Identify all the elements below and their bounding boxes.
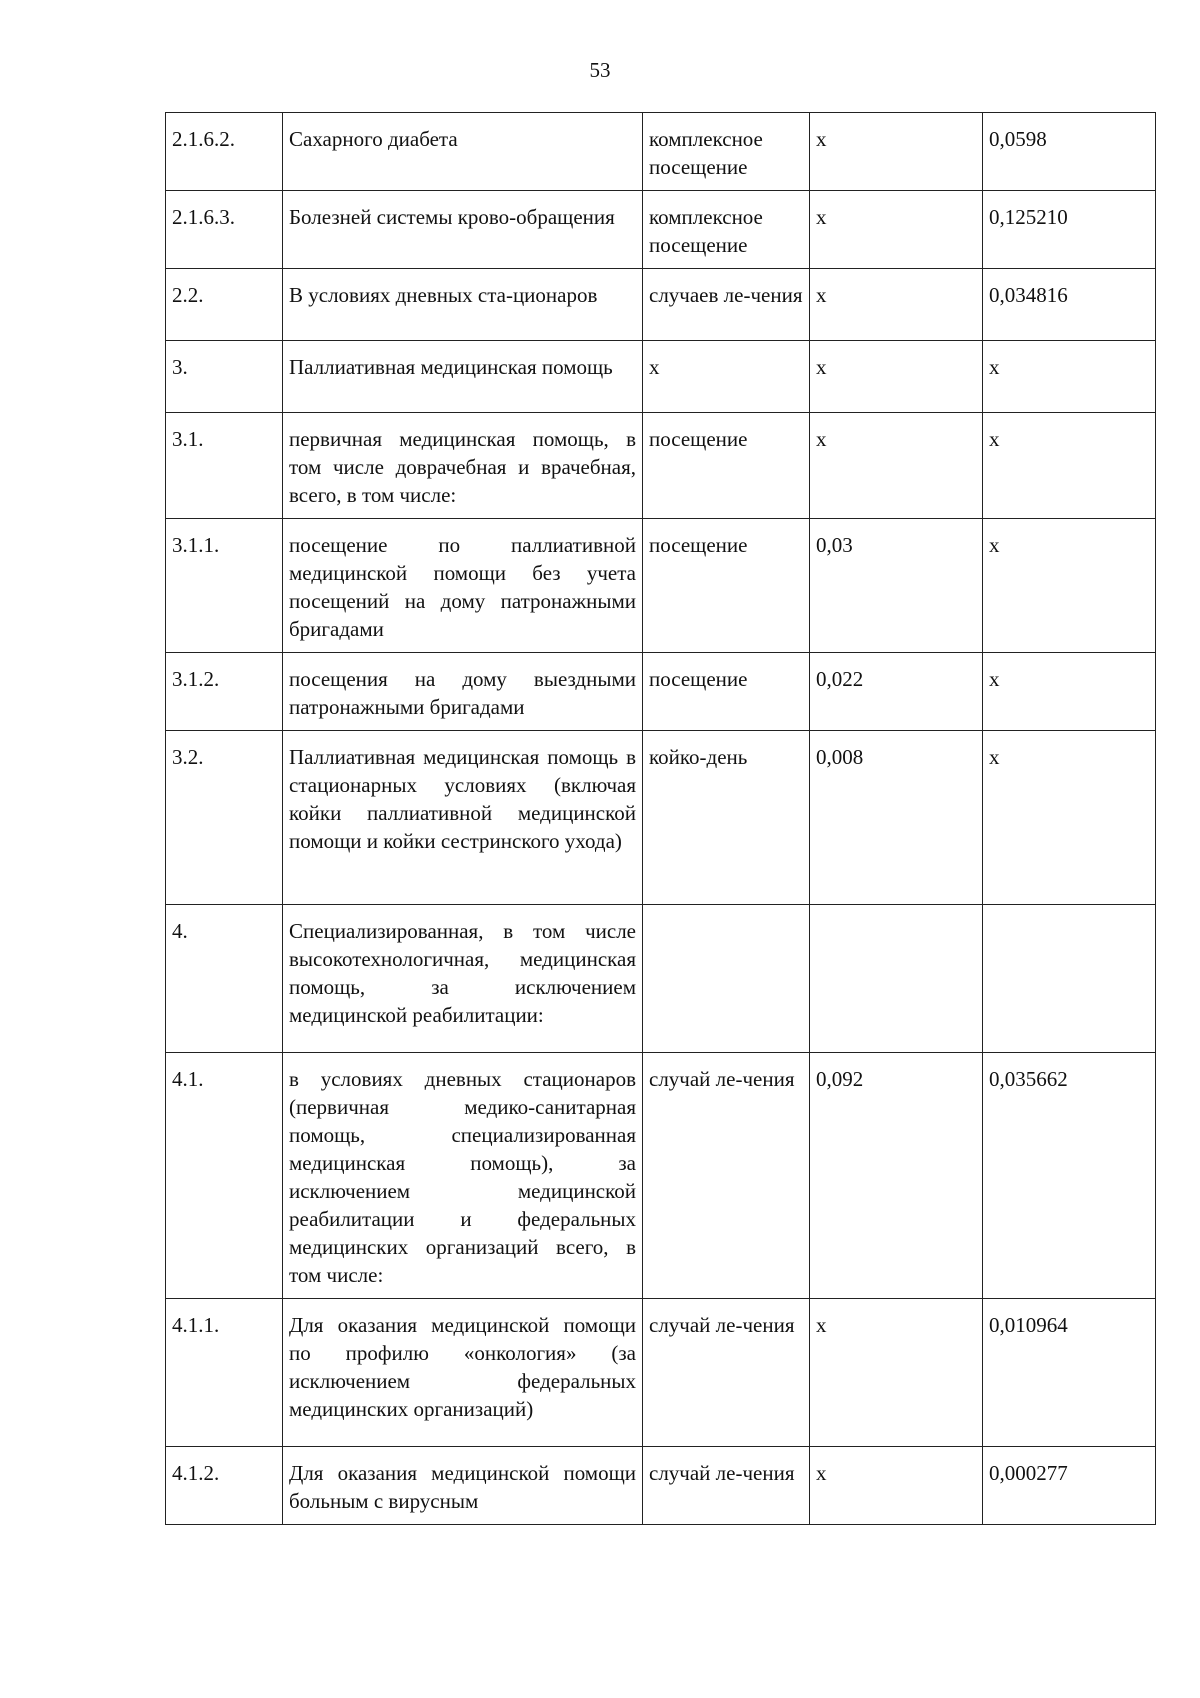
row-number-cell: 3.1.1.	[166, 519, 283, 653]
row-value-2-cell: х	[983, 519, 1156, 653]
row-number-cell: 3.2.	[166, 731, 283, 905]
table-row	[166, 731, 1156, 905]
row-unit-cell: случай ле-чения	[643, 1299, 810, 1447]
table-row	[166, 1447, 1156, 1525]
row-unit-cell: посещение	[643, 413, 810, 519]
row-value-2-cell	[983, 905, 1156, 1053]
row-name-cell: Болезней системы крово-обращения	[283, 191, 643, 269]
row-unit-cell	[643, 905, 810, 1053]
row-value-1-cell: х	[810, 191, 983, 269]
row-value-1-cell: х	[810, 341, 983, 413]
table-row	[166, 519, 1156, 653]
row-unit-cell: комплексное посещение	[643, 191, 810, 269]
row-value-1-cell: 0,008	[810, 731, 983, 905]
document-table	[165, 112, 1156, 1525]
row-value-2-cell: 0,010964	[983, 1299, 1156, 1447]
row-number-cell: 2.2.	[166, 269, 283, 341]
row-number-cell: 4.1.2.	[166, 1447, 283, 1525]
row-unit-cell: х	[643, 341, 810, 413]
row-name-cell: в условиях дневных стационаров (первичная медико-санитарная помощь, специализированная медицинская помощь), за исключением медицинской реабилитации и федеральных медицинских организаций всего, в том числе:	[283, 1053, 643, 1299]
row-value-1-cell: 0,022	[810, 653, 983, 731]
row-unit-cell: случай ле-чения	[643, 1447, 810, 1525]
table-row	[166, 413, 1156, 519]
row-name-cell: Для оказания медицинской помощи по профилю «онкология» (за исключением федеральных медицинских организаций)	[283, 1299, 643, 1447]
row-value-1-cell: 0,03	[810, 519, 983, 653]
table-row	[166, 269, 1156, 341]
row-unit-cell: посещение	[643, 653, 810, 731]
page-number: 53	[589, 58, 611, 82]
row-value-1-cell: х	[810, 1447, 983, 1525]
row-number-cell: 2.1.6.2.	[166, 113, 283, 191]
row-name-cell: посещения на дому выездными патронажными бригадами	[283, 653, 643, 731]
row-number-cell: 3.1.2.	[166, 653, 283, 731]
row-unit-cell: случаев ле-чения	[643, 269, 810, 341]
row-value-1-cell: х	[810, 113, 983, 191]
row-name-cell: Для оказания медицинской помощи больным с вирусным	[283, 1447, 643, 1525]
row-value-2-cell: 0,0598	[983, 113, 1156, 191]
row-number-cell: 4.1.	[166, 1053, 283, 1299]
row-number-cell: 3.1.	[166, 413, 283, 519]
row-value-1-cell: х	[810, 413, 983, 519]
table-row	[166, 341, 1156, 413]
row-name-cell: Паллиативная медицинская помощь	[283, 341, 643, 413]
table-row	[166, 191, 1156, 269]
table-row	[166, 1053, 1156, 1299]
row-value-2-cell: 0,125210	[983, 191, 1156, 269]
row-value-1-cell: х	[810, 269, 983, 341]
row-unit-cell: койко-день	[643, 731, 810, 905]
row-value-2-cell: х	[983, 413, 1156, 519]
row-name-cell: Сахарного диабета	[283, 113, 643, 191]
row-value-2-cell: 0,034816	[983, 269, 1156, 341]
table-row	[166, 905, 1156, 1053]
row-unit-cell: комплексное посещение	[643, 113, 810, 191]
row-value-2-cell: 0,035662	[983, 1053, 1156, 1299]
table-row	[166, 113, 1156, 191]
row-number-cell: 4.	[166, 905, 283, 1053]
row-value-2-cell: х	[983, 653, 1156, 731]
table-row	[166, 653, 1156, 731]
row-name-cell: посещение по паллиативной медицинской помощи без учета посещений на дому патронажными бригадами	[283, 519, 643, 653]
row-value-2-cell: х	[983, 341, 1156, 413]
row-value-2-cell: 0,000277	[983, 1447, 1156, 1525]
row-name-cell: Паллиативная медицинская помощь в стационарных условиях (включая койки паллиативной медицинской помощи и койки сестринского ухода)	[283, 731, 643, 905]
row-number-cell: 4.1.1.	[166, 1299, 283, 1447]
row-value-1-cell: х	[810, 1299, 983, 1447]
row-unit-cell: посещение	[643, 519, 810, 653]
row-unit-cell: случай ле-чения	[643, 1053, 810, 1299]
table-row	[166, 1299, 1156, 1447]
row-value-1-cell: 0,092	[810, 1053, 983, 1299]
row-number-cell: 2.1.6.3.	[166, 191, 283, 269]
row-name-cell: Специализированная, в том числе высокотехнологичная, медицинская помощь, за исключением медицинской реабилитации:	[283, 905, 643, 1053]
row-value-1-cell	[810, 905, 983, 1053]
row-name-cell: первичная медицинская помощь, в том числе доврачебная и врачебная, всего, в том числе:	[283, 413, 643, 519]
table-body	[166, 113, 1156, 1525]
row-name-cell: В условиях дневных ста-ционаров	[283, 269, 643, 341]
row-number-cell: 3.	[166, 341, 283, 413]
row-value-2-cell: х	[983, 731, 1156, 905]
